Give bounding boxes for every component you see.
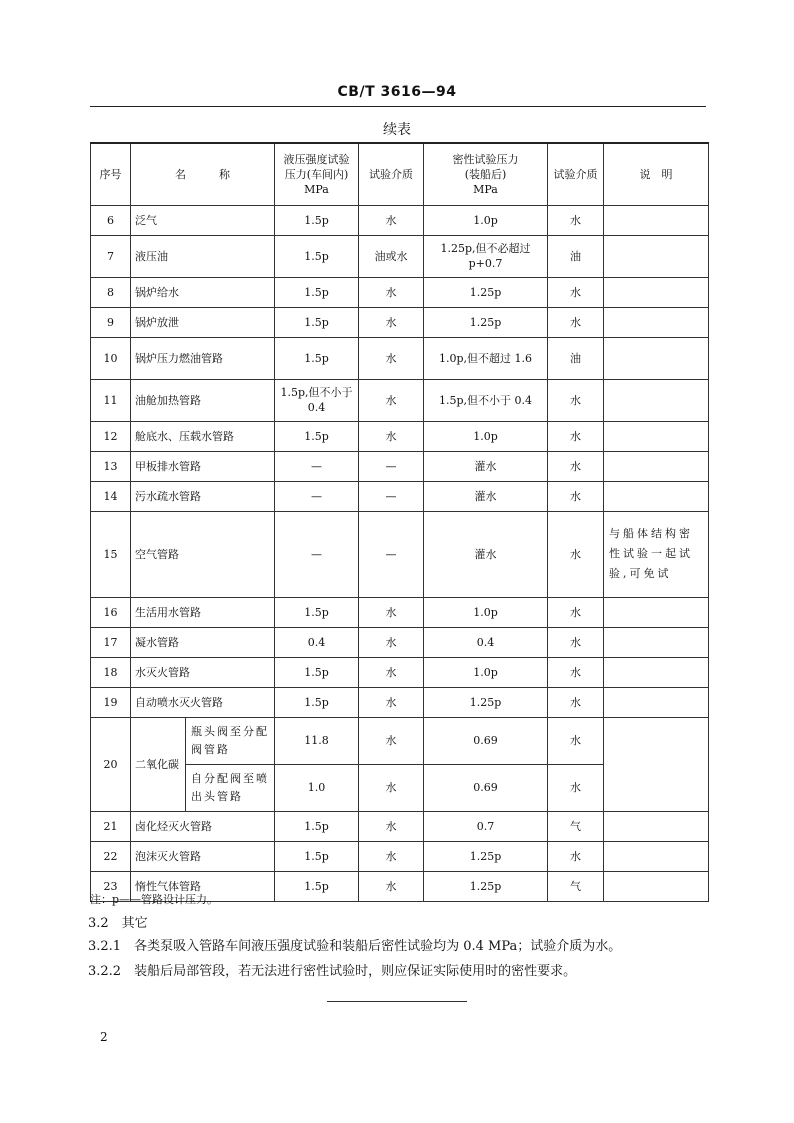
row-number: 23 bbox=[91, 871, 131, 901]
table-footnote: 注：p——管路设计压力。 bbox=[90, 893, 219, 906]
tightness-medium: 水 bbox=[548, 687, 604, 717]
hydro-pressure: 0.4 bbox=[275, 627, 359, 657]
row-number: 18 bbox=[91, 657, 131, 687]
hydro-medium: — bbox=[359, 451, 424, 481]
row-number: 17 bbox=[91, 627, 131, 657]
tightness-pressure: 0.4 bbox=[424, 627, 548, 657]
document-code: CB/T 3616—94 bbox=[337, 84, 457, 100]
hydro-pressure: 1.5p bbox=[275, 871, 359, 901]
table-row bbox=[91, 451, 709, 481]
table-row bbox=[91, 811, 709, 841]
tightness-medium: 水 bbox=[548, 205, 604, 235]
row-remark bbox=[604, 481, 709, 511]
tightness-pressure: 1.25p bbox=[424, 277, 548, 307]
table-row bbox=[91, 337, 709, 379]
section-3-2-2: 3.2.2 装船后局部管段，若无法进行密性试验时，则应保证实际使用时的密性要求。 bbox=[88, 964, 577, 979]
section-3-2-1: 3.2.1 各类泵吸入管路车间液压强度试验和装船后密性试验均为 0.4 MPa；试验介质为水。 bbox=[88, 939, 622, 954]
tightness-pressure: 1.25p bbox=[424, 841, 548, 871]
hydro-pressure: 1.5p bbox=[275, 841, 359, 871]
row-number: 11 bbox=[91, 379, 131, 421]
row-number: 19 bbox=[91, 687, 131, 717]
row-name: 舱底水、压载水管路 bbox=[131, 421, 275, 451]
hydro-medium: — bbox=[359, 481, 424, 511]
tightness-medium: 水 bbox=[548, 657, 604, 687]
hydro-pressure: 1.5p bbox=[275, 421, 359, 451]
table-row bbox=[91, 657, 709, 687]
hydro-pressure: — bbox=[275, 481, 359, 511]
hydro-pressure: 1.5p bbox=[275, 277, 359, 307]
header-tight-line2: (装船后) bbox=[464, 167, 507, 181]
tightness-medium: 水 bbox=[548, 627, 604, 657]
tightness-pressure: 灌水 bbox=[424, 511, 548, 597]
table-row bbox=[91, 307, 709, 337]
row-remark bbox=[604, 717, 709, 811]
row-remark bbox=[604, 307, 709, 337]
row-number: 13 bbox=[91, 451, 131, 481]
table-row bbox=[91, 841, 709, 871]
header-tight-unit: MPa bbox=[473, 182, 498, 196]
table-row bbox=[91, 379, 709, 421]
header-medium2: 试验介质 bbox=[548, 143, 604, 205]
sub-row-name: 瓶头阀至分配阀管路 bbox=[186, 717, 275, 764]
row-number: 12 bbox=[91, 421, 131, 451]
hydro-medium: 水 bbox=[359, 307, 424, 337]
tightness-pressure: 1.0p bbox=[424, 421, 548, 451]
tightness-pressure: 1.0p bbox=[424, 657, 548, 687]
row-name: 自动喷水灭火管路 bbox=[131, 687, 275, 717]
row-number: 6 bbox=[91, 205, 131, 235]
hydro-medium: 水 bbox=[359, 421, 424, 451]
row-number: 20 bbox=[91, 717, 131, 811]
row-remark bbox=[604, 205, 709, 235]
row-remark bbox=[604, 687, 709, 717]
hydro-medium: 水 bbox=[359, 277, 424, 307]
row-remark bbox=[604, 627, 709, 657]
pressure-test-table bbox=[90, 142, 709, 902]
section-3-2-title: 3.2 其它 bbox=[88, 916, 148, 931]
end-rule bbox=[327, 1001, 467, 1002]
row-remark bbox=[604, 597, 709, 627]
tightness-pressure: 1.0p bbox=[424, 205, 548, 235]
row-number: 22 bbox=[91, 841, 131, 871]
tightness-medium: 水 bbox=[548, 451, 604, 481]
row-name: 液压油 bbox=[131, 235, 275, 277]
tightness-medium: 水 bbox=[548, 481, 604, 511]
hydro-pressure: 1.5p,但不小于 0.4 bbox=[275, 379, 359, 421]
table-row bbox=[91, 205, 709, 235]
hydro-medium: 水 bbox=[359, 379, 424, 421]
hydro-pressure: 1.5p bbox=[275, 811, 359, 841]
hydro-pressure: 1.5p bbox=[275, 307, 359, 337]
tightness-medium: 水 bbox=[548, 717, 604, 764]
hydro-medium: 水 bbox=[359, 337, 424, 379]
tightness-medium: 气 bbox=[548, 811, 604, 841]
row-name: 空气管路 bbox=[131, 511, 275, 597]
header-hydro-line1: 液压强度试验 bbox=[283, 152, 350, 166]
hydro-pressure: 1.5p bbox=[275, 597, 359, 627]
row-number: 8 bbox=[91, 277, 131, 307]
hydro-medium: 水 bbox=[359, 764, 424, 811]
row-name: 泛气 bbox=[131, 205, 275, 235]
row-number: 16 bbox=[91, 597, 131, 627]
row-number: 9 bbox=[91, 307, 131, 337]
tightness-pressure: 0.69 bbox=[424, 717, 548, 764]
hydro-medium: 水 bbox=[359, 687, 424, 717]
row-name: 生活用水管路 bbox=[131, 597, 275, 627]
table-row bbox=[91, 627, 709, 657]
row-name: 二氧化碳 bbox=[131, 717, 186, 811]
table-row bbox=[91, 511, 709, 597]
tightness-pressure: 1.25p bbox=[424, 687, 548, 717]
page-number: 2 bbox=[100, 1030, 108, 1044]
table-row bbox=[91, 235, 709, 277]
tightness-pressure: 1.25p,但不必超过 p+0.7 bbox=[424, 235, 548, 277]
tightness-pressure: 灌水 bbox=[424, 481, 548, 511]
row-name: 甲板排水管路 bbox=[131, 451, 275, 481]
hydro-medium: 水 bbox=[359, 657, 424, 687]
header-tight-line1: 密性试验压力 bbox=[452, 152, 519, 166]
hydro-medium: 油或水 bbox=[359, 235, 424, 277]
row-remark bbox=[604, 235, 709, 277]
tightness-medium: 水 bbox=[548, 764, 604, 811]
row-remark bbox=[604, 811, 709, 841]
row-remark bbox=[604, 337, 709, 379]
header-note: 说 明 bbox=[604, 143, 709, 205]
table-row bbox=[91, 597, 709, 627]
table-row bbox=[91, 687, 709, 717]
row-number: 15 bbox=[91, 511, 131, 597]
hydro-pressure: 1.5p bbox=[275, 235, 359, 277]
row-name: 水灭火管路 bbox=[131, 657, 275, 687]
row-name: 卤化烃灭火管路 bbox=[131, 811, 275, 841]
hydro-pressure: 11.8 bbox=[275, 717, 359, 764]
row-number: 7 bbox=[91, 235, 131, 277]
tightness-pressure: 0.69 bbox=[424, 764, 548, 811]
hydro-pressure: — bbox=[275, 511, 359, 597]
hydro-medium: 水 bbox=[359, 841, 424, 871]
row-number: 14 bbox=[91, 481, 131, 511]
tightness-medium: 气 bbox=[548, 871, 604, 901]
table-row bbox=[91, 481, 709, 511]
hydro-medium: 水 bbox=[359, 597, 424, 627]
row-name: 锅炉放泄 bbox=[131, 307, 275, 337]
row-name: 污水疏水管路 bbox=[131, 481, 275, 511]
table-title: 续表 bbox=[383, 122, 411, 138]
row-remark bbox=[604, 277, 709, 307]
row-number: 10 bbox=[91, 337, 131, 379]
tightness-pressure: 0.7 bbox=[424, 811, 548, 841]
hydro-pressure: 1.0 bbox=[275, 764, 359, 811]
tightness-pressure: 1.0p,但不超过 1.6 bbox=[424, 337, 548, 379]
hydro-medium: 水 bbox=[359, 811, 424, 841]
table-row bbox=[91, 717, 709, 764]
header-name: 名 称 bbox=[131, 143, 275, 205]
row-name: 惰性气体管路 bbox=[131, 871, 275, 901]
header-no: 序号 bbox=[91, 143, 131, 205]
tightness-medium: 水 bbox=[548, 841, 604, 871]
tightness-pressure: 1.0p bbox=[424, 597, 548, 627]
hydro-medium: 水 bbox=[359, 205, 424, 235]
hydro-medium: 水 bbox=[359, 627, 424, 657]
tightness-medium: 水 bbox=[548, 277, 604, 307]
tightness-pressure: 1.25p bbox=[424, 307, 548, 337]
tightness-medium: 油 bbox=[548, 337, 604, 379]
table-row bbox=[91, 277, 709, 307]
hydro-pressure: 1.5p bbox=[275, 337, 359, 379]
tightness-medium: 水 bbox=[548, 307, 604, 337]
row-remark bbox=[604, 421, 709, 451]
tightness-medium: 水 bbox=[548, 511, 604, 597]
tightness-pressure: 1.25p bbox=[424, 871, 548, 901]
header-hydro-unit: MPa bbox=[304, 182, 329, 196]
hydro-medium: 水 bbox=[359, 871, 424, 901]
header-hydro-line2: 压力(车间内) bbox=[284, 167, 349, 181]
header-hydro bbox=[275, 143, 359, 205]
header-tight bbox=[424, 143, 548, 205]
row-remark bbox=[604, 841, 709, 871]
sub-row-name: 自分配阀至喷出头管路 bbox=[186, 764, 275, 811]
hydro-medium: 水 bbox=[359, 717, 424, 764]
row-name: 凝水管路 bbox=[131, 627, 275, 657]
tightness-pressure: 1.5p,但不小于 0.4 bbox=[424, 379, 548, 421]
table-header-row bbox=[91, 143, 709, 205]
header-medium1: 试验介质 bbox=[359, 143, 424, 205]
tightness-medium: 油 bbox=[548, 235, 604, 277]
tightness-medium: 水 bbox=[548, 421, 604, 451]
row-remark: 与船体结构密性试验一起试验,可免试 bbox=[604, 511, 709, 597]
row-name: 油舱加热管路 bbox=[131, 379, 275, 421]
tightness-medium: 水 bbox=[548, 379, 604, 421]
row-name: 锅炉给水 bbox=[131, 277, 275, 307]
row-remark bbox=[604, 871, 709, 901]
hydro-medium: — bbox=[359, 511, 424, 597]
row-name: 锅炉压力燃油管路 bbox=[131, 337, 275, 379]
table-row bbox=[91, 421, 709, 451]
row-remark bbox=[604, 451, 709, 481]
tightness-medium: 水 bbox=[548, 597, 604, 627]
hydro-pressure: 1.5p bbox=[275, 205, 359, 235]
row-name: 泡沫灭火管路 bbox=[131, 841, 275, 871]
row-number: 21 bbox=[91, 811, 131, 841]
row-remark bbox=[604, 379, 709, 421]
hydro-pressure: 1.5p bbox=[275, 657, 359, 687]
row-remark bbox=[604, 657, 709, 687]
tightness-pressure: 灌水 bbox=[424, 451, 548, 481]
hydro-pressure: — bbox=[275, 451, 359, 481]
hydro-pressure: 1.5p bbox=[275, 687, 359, 717]
header-rule bbox=[90, 106, 706, 107]
